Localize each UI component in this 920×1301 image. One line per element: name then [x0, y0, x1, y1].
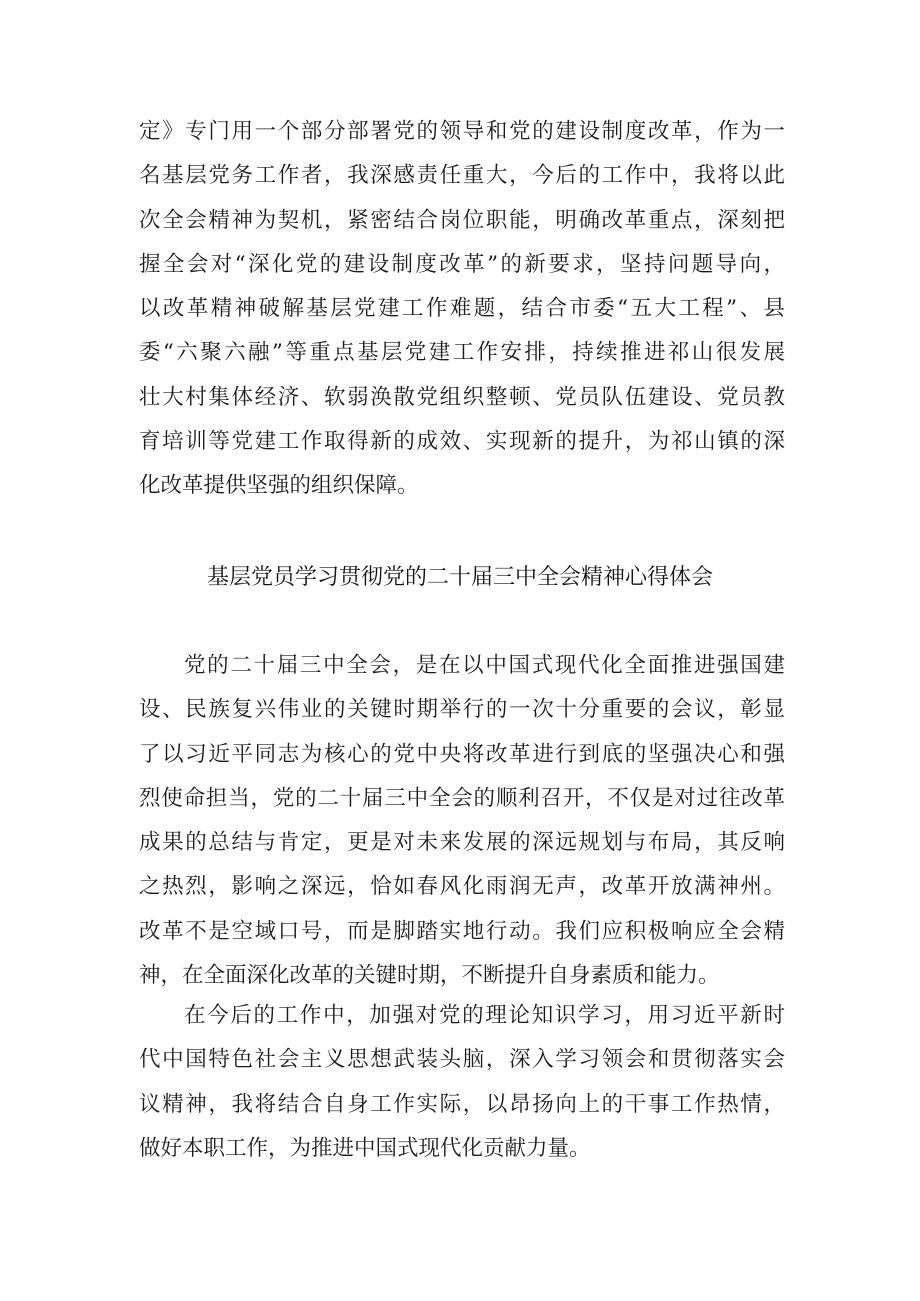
- text-line: 化改革提供坚强的组织保障。: [139, 473, 419, 499]
- text-line: 做好本职工作，为推进中国式现代化贡献力量。: [139, 1135, 591, 1161]
- text-line: 代中国特色社会主义思想武装头脑，深入学习领会和贯彻落实会: [139, 1047, 785, 1073]
- text-line: 之热烈，影响之深远，恰如春风化雨润无声，改革开放满神州。: [139, 874, 785, 900]
- paragraph-conclusion: [139, 994, 785, 1171]
- text-line: 成果的总结与肯定，更是对未来发展的深远规划与布局，其反响: [139, 830, 785, 856]
- text-line: 壮大村集体经济、软弱涣散党组织整顿、党员队伍建设、党员教: [139, 384, 785, 410]
- text-line: 烈使命担当，党的二十届三中全会的顺利召开，不仅是对过往改革: [139, 785, 785, 811]
- text-line: 育培训等党建工作取得新的成效、实现新的提升，为祁山镇的深: [139, 429, 785, 455]
- text-line: 在今后的工作中，加强对党的理论知识学习，用习近平新时: [184, 1003, 785, 1028]
- text-line: 次全会精神为契机，紧密结合岗位职能，明确改革重点，深刻把: [139, 207, 785, 233]
- text-line: 握全会对“深化党的建设制度改革”的新要求，坚持问题导向，: [139, 251, 785, 277]
- text-line: 以改革精神破解基层党建工作难题，结合市委“五大工程”、县: [139, 296, 785, 322]
- text-line: 议精神，我将结合自身工作实际，以昂扬向上的干事工作热情，: [139, 1091, 785, 1117]
- text-line: 定》专门用一个部分部署党的领导和党的建设制度改革，作为一: [139, 119, 785, 144]
- paragraph-intro: [139, 644, 785, 998]
- text-line: 委“六聚六融”等重点基层党建工作安排，持续推进祁山很发展: [139, 340, 785, 366]
- text-line: 改革不是空域口号，而是脚踏实地行动。我们应积极响应全会精: [139, 918, 785, 944]
- paragraph-continued: [139, 110, 785, 509]
- text-line: 名基层党务工作者，我深感责任重大，今后的工作中，我将以此: [139, 163, 785, 189]
- text-line: 设、民族复兴伟业的关键时期举行的一次十分重要的会议，彰显: [139, 697, 785, 723]
- text-line: 了以习近平同志为核心的党中央将改革进行到底的坚强决心和强: [139, 741, 785, 767]
- text-line: 党的二十届三中全会，是在以中国式现代化全面推进强国建: [184, 653, 785, 678]
- article-title: 基层党员学习贯彻党的二十届三中全会精神心得体会: [206, 565, 713, 590]
- text-line: 神，在全面深化改革的关键时期，不断提升自身素质和能力。: [139, 963, 720, 989]
